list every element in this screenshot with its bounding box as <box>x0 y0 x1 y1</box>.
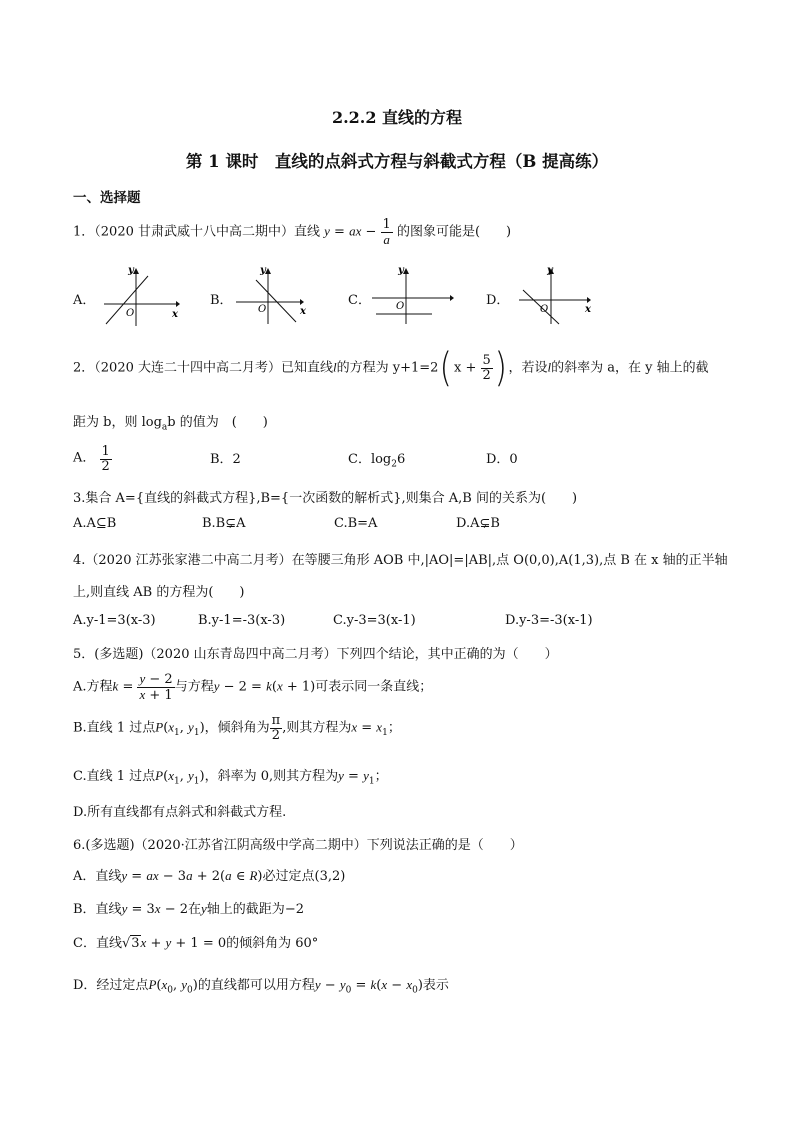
q1-d-x-label: x <box>585 304 591 315</box>
q1-graph-a <box>100 262 182 328</box>
q3-option-d: D.A⊊B <box>456 516 500 531</box>
q3-option-c: C.B=A <box>334 516 378 531</box>
q2-option-c: C．$\log_26$ <box>348 452 406 470</box>
q2-stem: 2．（2020 大连二十四中高二月考）已知直线l的方程为 y+1=2( x + $\frac{5}{2}$ ) ，若设l的斜率为 a，在 y 轴上的截 <box>73 345 709 391</box>
q1-a-y-label: y <box>128 265 134 276</box>
q2-option-a: A． $\frac{1}{2}$ <box>73 444 110 474</box>
q4-option-c: C.y-3=3(x-1) <box>333 613 416 628</box>
page-subtitle: 第 1 课时 直线的点斜式方程与斜截式方程（B 提高练） <box>185 152 609 171</box>
q1-stem: 1．（2020 甘肃武威十八中高二期中）直线 y = ax − $\frac{1}{a}$ 的图象可能是( ) <box>73 217 512 247</box>
q6-option-a: A．直线y = ax − 3a + 2(a ∈ R)必过定点(3,2) <box>73 868 346 884</box>
section-heading: 一、选择题 <box>73 190 141 206</box>
q4-option-b: B.y-1=-3(x-3) <box>198 613 286 628</box>
q4-option-a: A.y-1=3(x-3) <box>73 613 156 628</box>
q1-graph-d <box>515 262 597 328</box>
q1-option-a-label: A． <box>73 293 96 308</box>
q4-option-d: D.y-3=-3(x-1) <box>505 613 593 628</box>
q1-option-c-label: C． <box>348 293 371 308</box>
q1-graph-b <box>230 262 312 328</box>
q1-option-b-label: B． <box>210 293 233 308</box>
q6-stem: 6.(多选题)（2020·江苏省江阴高级中学高二期中）下列说法正确的是（ ） <box>73 838 523 853</box>
q2-stem-line2: 距为 b，则 $\log_ab$ 的值为 ( ) <box>73 415 268 433</box>
q1-a-x-label: x <box>172 309 178 320</box>
q1-b-y-label: y <box>260 265 266 276</box>
q2-option-b: B．2 <box>210 452 241 467</box>
q3-option-a: A.A⊆B <box>73 516 117 531</box>
q5-stem: 5．(多选题)（2020 山东青岛四中高二月考）下列四个结论，其中正确的为（ ） <box>73 647 558 662</box>
q6-option-c: C．直线√3x + y + 1 = 0的倾斜角为 60° <box>73 935 319 951</box>
q1-a-origin: O <box>126 308 135 319</box>
q2-option-d: D．0 <box>486 452 518 467</box>
page-title: 2.2.2 直线的方程 <box>331 108 463 127</box>
q1-c-y-label: y <box>398 265 404 276</box>
q1-graph-c <box>368 262 460 328</box>
q1-d-y-label: y <box>547 265 553 276</box>
q1-b-origin: O <box>258 304 267 315</box>
q1-b-x-label: x <box>300 306 306 317</box>
q4-stem-line1: 4.（2020 江苏张家港二中高二月考）在等腰三角形 AOB 中,|AO|=|AB|,点 O(0,0),A(1,3),点 B 在 x 轴的正半轴 <box>73 553 728 568</box>
q5-option-b: B.直线 1 过点$P(x_1$, $y_1$)，倾斜角为 $\frac{\pi}{2}$ ,则其方程为$x = x_1$； <box>73 713 401 743</box>
q4-stem-line2: 上,则直线 AB 的方程为( ) <box>73 585 245 600</box>
q1-d-origin: O <box>540 304 549 315</box>
q5-option-c: C.直线 1 过点$P(x_1$, $y_1$)，斜率为 0,则其方程为$y = y_1$； <box>73 768 388 787</box>
q5-option-a: A.方程k = $\frac{y - 2}{x + 1}$ 与方程y − 2 = k(x + 1)可表示同一条直线； <box>73 671 433 703</box>
q6-option-d: D．经过定点$P(x_0$, $y_0$)的直线都可以用方程$y - y_0 = k(x - x_0)$表示 <box>73 977 449 996</box>
q3-stem: 3.集合 A={直线的斜截式方程},B={一次函数的解析式},则集合 A,B 间的关系为( ) <box>73 491 578 506</box>
q1-c-origin: O <box>396 301 405 312</box>
q6-option-b: B．直线y = 3x − 2在y轴上的截距为−2 <box>73 901 304 917</box>
q5-option-d: D.所有直线都有点斜式和斜截式方程. <box>73 805 287 820</box>
q3-option-b: B.B⊊A <box>202 516 246 531</box>
q1-option-d-label: D． <box>486 293 510 308</box>
